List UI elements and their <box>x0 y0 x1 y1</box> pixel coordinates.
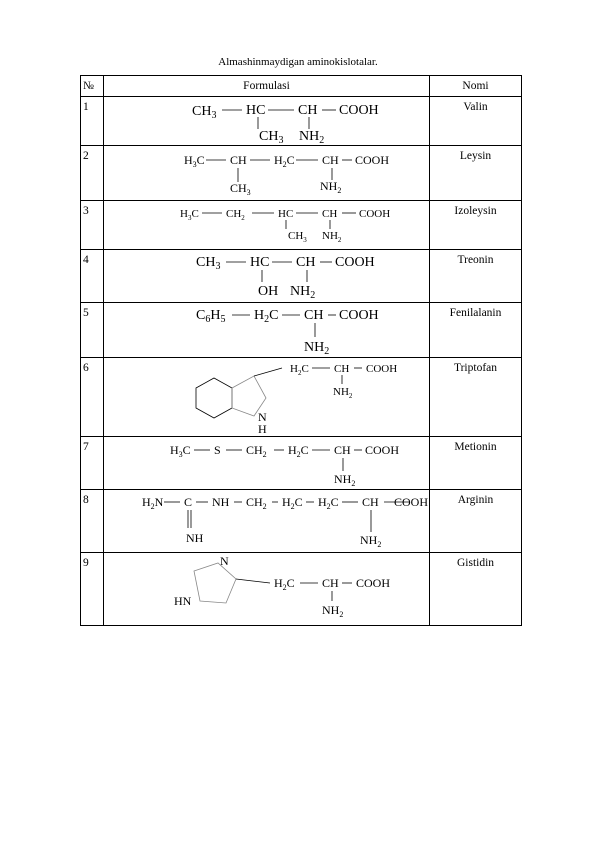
atom: COOH <box>366 363 398 375</box>
triptofan-formula <box>104 358 429 436</box>
atom: COOH <box>335 255 375 270</box>
amino-acid-name: Gistidin <box>430 553 522 626</box>
atom: $H_2C$ <box>274 576 295 592</box>
header-num: № <box>81 76 104 97</box>
formula-cell <box>104 303 430 358</box>
atom: $NH_2$ <box>322 603 344 619</box>
row-num: 6 <box>81 358 104 437</box>
indole-benzene-ring <box>196 378 232 418</box>
atom: CH <box>322 576 339 590</box>
amino-acid-name: Treonin <box>430 250 522 303</box>
atom: COOH <box>355 153 390 167</box>
atom: $NH_2$ <box>320 179 342 195</box>
table-row <box>81 358 522 437</box>
atom: $NH_2$ <box>333 386 353 400</box>
atom: COOH <box>393 495 428 509</box>
amino-acid-name: Valin <box>430 97 522 146</box>
table-header-row <box>81 76 522 97</box>
atom: CH <box>334 443 351 457</box>
atom: OH <box>258 284 279 299</box>
formula-cell <box>104 146 430 201</box>
atom: CH <box>362 495 379 509</box>
atom: S <box>214 443 221 457</box>
atom: $NH_2$ <box>334 472 356 488</box>
amino-acid-name: Izoleysin <box>430 201 522 250</box>
atom: CH <box>230 153 247 167</box>
arginin-formula <box>104 490 429 552</box>
atom: $NH_2$ <box>322 230 342 244</box>
fenilalanin-formula <box>104 303 429 357</box>
atom: COOH <box>339 308 379 323</box>
amino-acid-name: Metionin <box>430 437 522 490</box>
atom: $CH_3$ <box>230 181 251 197</box>
page-title: Almashinmaydigan aminokislotalar. <box>218 56 378 68</box>
atom: $H_3C$ <box>180 208 199 222</box>
table-row <box>81 250 522 303</box>
atom: $H_2C$ <box>318 495 339 511</box>
metionin-formula <box>104 437 429 489</box>
row-num: 1 <box>81 97 104 146</box>
atom: HC <box>250 255 270 270</box>
atom: $CH_3$ <box>288 230 307 244</box>
gistidin-formula <box>104 553 429 625</box>
treonin-formula <box>104 250 429 302</box>
row-num: 9 <box>81 553 104 626</box>
leysin-formula <box>104 146 429 200</box>
atom: $NH_2$ <box>360 533 382 549</box>
atom: $C_6H_5$ <box>196 308 226 325</box>
atom: $H_2C$ <box>290 363 309 377</box>
table-row <box>81 97 522 146</box>
atom: $NH_2$ <box>290 284 316 301</box>
atom: CH <box>322 208 338 220</box>
amino-acid-name: Fenilalanin <box>430 303 522 358</box>
table-row <box>81 437 522 490</box>
row-num: 4 <box>81 250 104 303</box>
atom: CH <box>322 153 339 167</box>
header-name: Nomi <box>430 76 522 97</box>
atom: C <box>184 495 193 509</box>
row-num: 7 <box>81 437 104 490</box>
row-num: 2 <box>81 146 104 201</box>
amino-acid-table <box>80 75 522 626</box>
atom: $H_2C$ <box>288 443 309 459</box>
atom: CH <box>334 363 350 375</box>
valin-formula <box>104 97 429 145</box>
formula-cell <box>104 250 430 303</box>
atom: $H_2C$ <box>282 495 303 511</box>
atom: HC <box>246 103 266 118</box>
izoleysin-formula <box>104 201 429 249</box>
table-row <box>81 201 522 250</box>
formula-cell <box>104 201 430 250</box>
imidazole-ring <box>194 563 236 603</box>
atom: $H_2C$ <box>254 308 279 325</box>
table-row <box>81 490 522 553</box>
atom: $CH_2$ <box>226 208 245 222</box>
atom: H <box>258 422 267 436</box>
table-row <box>81 553 522 626</box>
atom: HC <box>278 208 294 220</box>
atom: $NH_2$ <box>299 129 325 145</box>
atom: N <box>220 554 229 568</box>
amino-acid-name: Triptofan <box>430 358 522 437</box>
formula-cell <box>104 490 430 553</box>
atom: $CH_2$ <box>246 443 267 459</box>
table-row <box>81 146 522 201</box>
table-row <box>81 303 522 358</box>
row-num: 3 <box>81 201 104 250</box>
atom: $H_3C$ <box>170 443 191 459</box>
atom: $NH_2$ <box>304 340 330 357</box>
atom: NH <box>186 531 204 545</box>
atom: $CH_3$ <box>196 255 221 272</box>
atom: CH <box>298 103 318 118</box>
atom: CH <box>304 308 324 323</box>
atom: CH <box>296 255 316 270</box>
row-num: 8 <box>81 490 104 553</box>
atom: COOH <box>356 576 391 590</box>
atom: COOH <box>339 103 379 118</box>
atom: $CH_3$ <box>259 129 284 145</box>
atom: $CH_3$ <box>192 104 217 121</box>
atom: COOH <box>365 443 400 457</box>
formula-cell <box>104 437 430 490</box>
amino-acid-name: Leysin <box>430 146 522 201</box>
formula-cell <box>104 358 430 437</box>
atom: $H_3C$ <box>184 153 205 169</box>
atom: COOH <box>359 208 391 220</box>
header-formula: Formulasi <box>104 76 430 97</box>
atom: $H_2N$ <box>142 495 164 511</box>
amino-acid-name: Arginin <box>430 490 522 553</box>
atom: N <box>258 410 267 424</box>
formula-cell <box>104 97 430 146</box>
atom: HN <box>174 594 192 608</box>
formula-cell <box>104 553 430 626</box>
row-num: 5 <box>81 303 104 358</box>
atom: NH <box>212 495 230 509</box>
atom: $H_2C$ <box>274 153 295 169</box>
atom: $CH_2$ <box>246 495 267 511</box>
